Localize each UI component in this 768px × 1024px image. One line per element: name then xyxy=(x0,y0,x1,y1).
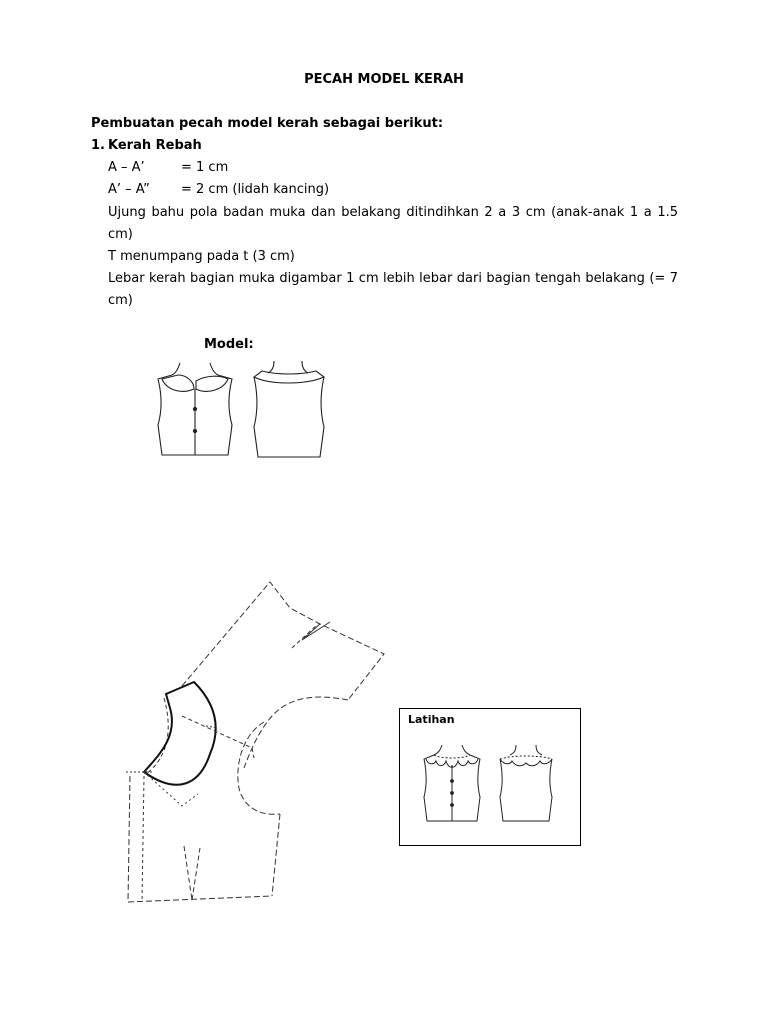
measurement-row xyxy=(108,179,329,201)
section-title: Kerah Rebah xyxy=(108,138,202,153)
measurement-label: A’ – A” xyxy=(108,182,150,197)
intro-text: Pembuatan pecah model kerah sebagai berikut: xyxy=(91,116,444,131)
bodice-front-scalloped-collar-icon xyxy=(418,741,486,827)
measurement-value: = 2 cm (lidah kancing) xyxy=(181,182,330,197)
measurement-row xyxy=(108,157,228,179)
paragraph: Ujung bahu pola badan muka dan belakang ditindihkan 2 a 3 cm (anak-anak 1 a 1.5 cm) xyxy=(108,205,678,242)
collar-pattern-draft-diagram xyxy=(122,576,392,906)
paragraph: T menumpang pada t (3 cm) xyxy=(108,249,295,264)
model-label: Model: xyxy=(204,337,254,352)
section-heading xyxy=(91,138,202,153)
sleeveless-bodice-front-peter-pan-collar-icon xyxy=(150,355,240,465)
section-number: 1. xyxy=(91,138,105,153)
latihan-box xyxy=(399,708,581,846)
paragraph: Lebar kerah bagian muka digambar 1 cm lebih lebar dari bagian tengah belakang (= 7 cm) xyxy=(108,271,678,308)
measurement-value: = 1 cm xyxy=(181,160,229,175)
bodice-back-scalloped-collar-icon xyxy=(492,741,560,827)
measurement-label: A – A’ xyxy=(108,160,145,175)
page-title: PECAH MODEL KERAH xyxy=(304,72,464,87)
sleeveless-bodice-back-collar-icon xyxy=(244,355,334,465)
latihan-label: Latihan xyxy=(408,713,455,726)
